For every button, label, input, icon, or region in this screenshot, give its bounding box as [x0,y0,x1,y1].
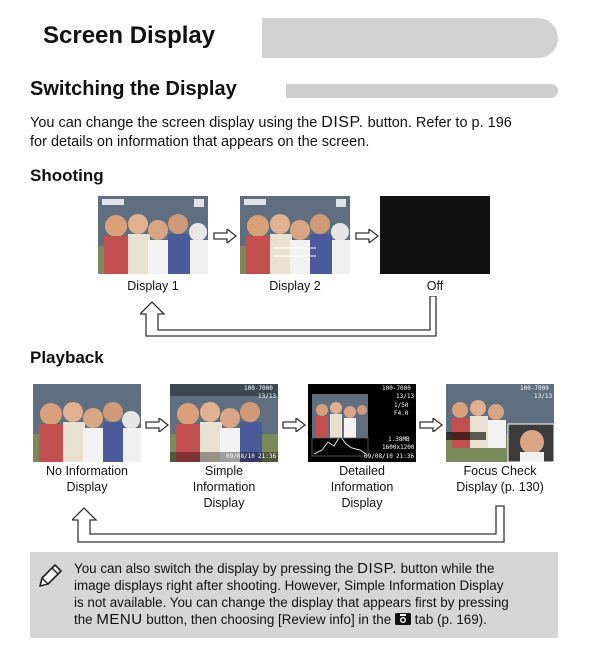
section-title: Switching the Display [30,78,237,100]
camera-icon [395,613,411,625]
caption-off: Off [426,279,444,293]
playback-no-info-image [33,384,141,462]
caption-detailed-info: Detailed Information Display [330,464,394,510]
right-arrow-icon [355,229,379,243]
right-arrow-icon [419,418,443,432]
detailed-aperture: F4.0 [394,410,409,417]
focus-image-count: 13/13 [534,393,553,400]
simple-folder-number: 100-7000 [244,385,273,392]
focus-folder-number: 100-7000 [520,385,549,392]
playback-focus-check-image [446,384,554,462]
shooting-heading: Shooting [30,166,104,185]
shooting-off-image [380,196,490,274]
simple-time: 21:36 [258,453,277,460]
right-arrow-icon [282,418,306,432]
intro-text-2: button. Refer to p. 196 [367,115,512,131]
right-arrow-icon [145,418,169,432]
playback-return-arrow [72,502,512,546]
playback-heading: Playback [30,348,104,367]
disp-button-label: DISP. [357,560,397,577]
playback-detailed-info-image [308,384,416,462]
caption-focus-check: Focus Check Display (p. 130) [456,464,544,494]
detailed-image-count: 13/13 [396,393,415,400]
intro-paragraph [30,113,560,152]
shooting-display-2-image [240,196,350,274]
detailed-folder-number: 100-7000 [382,385,411,392]
intro-text-1: You can change the screen display using the [30,115,318,131]
caption-display-1: Display 1 [127,279,179,293]
detailed-resolution: 1600x1200 [382,444,415,451]
detailed-filesize: 1.38MB [388,436,410,443]
note-box [30,552,558,638]
right-arrow-icon [213,229,237,243]
detailed-date: 09/08/10 [364,453,393,460]
playback-simple-info-image [170,384,278,462]
detailed-time: 21:36 [396,453,415,460]
pencil-note-icon [36,562,64,590]
simple-image-count: 13/13 [258,393,277,400]
caption-display-2: Display 2 [269,279,321,293]
caption-simple-info: Simple Information Display [192,464,256,510]
simple-date: 09/08/10 [226,453,255,460]
shooting-return-arrow [140,296,440,340]
detailed-shutter: 1/50 [394,402,409,409]
shooting-display-1-image [98,196,208,274]
page-title: Screen Display [43,22,216,49]
disp-button-label: DISP. [321,114,364,131]
caption-no-info: No Information Display [46,464,128,494]
note-text: You can also switch the display by pressing the DISP. button while the image displays right after shooting. However, Simple Information Display is not available. You can change the display that appears first by pressing the MENU button, then choosing [Review info] in the tab (p. 169). [74,560,509,628]
section-divider-bar [286,84,558,98]
title-bar [30,18,558,58]
menu-button-label: MENU [96,611,143,628]
intro-text-3: for details on information that appears on the screen. [30,134,370,150]
